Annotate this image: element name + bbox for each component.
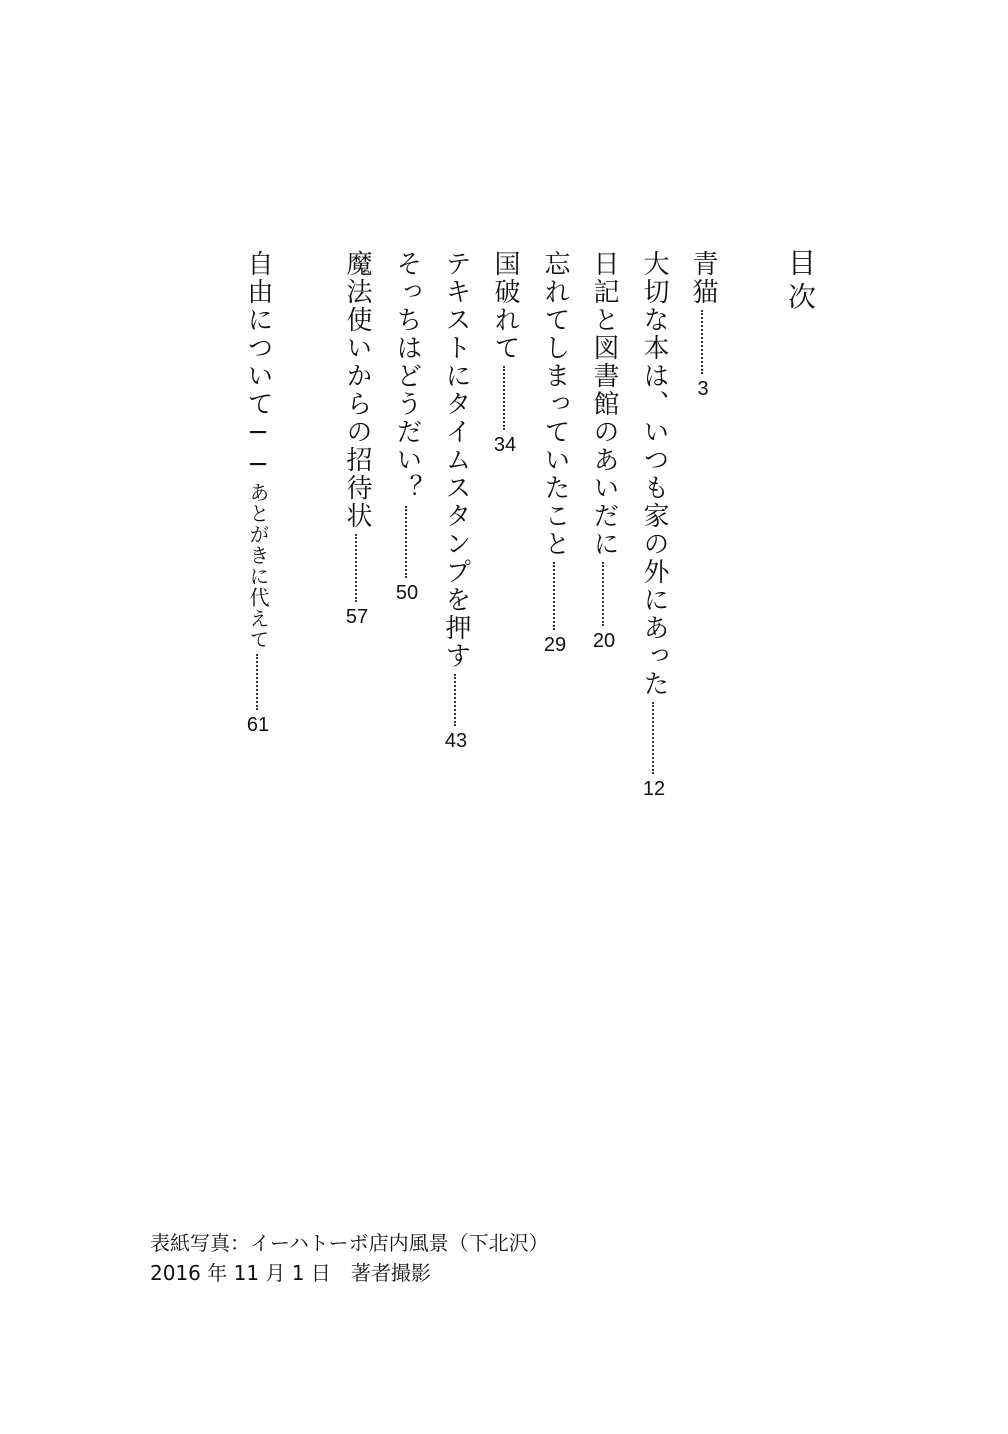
dotted-leader: [701, 310, 705, 374]
toc-entry-page: 57: [345, 606, 369, 628]
toc-entry[interactable]: [485, 250, 525, 456]
toc-entry-title: 日記と図書館のあいだに: [589, 250, 619, 558]
toc-entry-title: 自由について──: [243, 250, 273, 482]
toc-heading: 目次: [784, 248, 817, 316]
dotted-leader: [602, 562, 606, 626]
toc-entry-subtitle: あとがきに代えて: [246, 482, 270, 650]
toc-entry-title: 忘れてしまっていたこと: [540, 250, 570, 558]
toc-entry-page: 29: [543, 634, 567, 656]
toc-entry-title: 国破れて: [490, 250, 520, 362]
dotted-leader: [405, 506, 409, 578]
toc-entry[interactable]: [683, 250, 723, 400]
toc-entry-page: 61: [246, 714, 270, 736]
toc-entry-page: 43: [444, 730, 468, 752]
dotted-leader: [652, 702, 656, 774]
toc-entry-title: そっちはどうだい？: [392, 250, 422, 502]
photo-date-credit: 2016 年 11 月 1 日 著者撮影: [150, 1261, 431, 1285]
toc-entry[interactable]: [387, 250, 427, 604]
toc-entry-page: 50: [395, 582, 419, 604]
toc-entry-title: テキストにタイムスタンプを押す: [441, 250, 471, 670]
cover-photo-caption: 表紙写真：イーハトーボ店内風景（下北沢）: [150, 1231, 549, 1255]
dotted-leader: [454, 674, 458, 726]
dotted-leader: [553, 562, 557, 630]
dotted-leader: [355, 534, 359, 602]
toc-entry-page: 3: [697, 378, 709, 400]
toc-entry[interactable]: [584, 250, 624, 652]
toc-entry[interactable]: [535, 250, 575, 656]
toc-entry-page: 12: [642, 778, 666, 800]
toc-entry[interactable]: [337, 250, 377, 628]
dotted-leader: [503, 366, 507, 430]
toc-entry-title: 青猫: [688, 250, 718, 306]
toc-entry-page: 20: [592, 630, 616, 652]
photo-credits: [150, 1228, 549, 1288]
toc-entry[interactable]: [436, 250, 476, 752]
toc-entry-title: 大切な本は、いつも家の外にあった: [639, 250, 669, 698]
toc-entry[interactable]: [238, 250, 278, 736]
toc-heading-column: [780, 248, 820, 316]
dotted-leader: [256, 654, 260, 710]
toc-entry[interactable]: [634, 250, 674, 800]
toc-entry-page: 34: [493, 434, 517, 456]
toc-entry-title: 魔法使いからの招待状: [342, 250, 372, 530]
